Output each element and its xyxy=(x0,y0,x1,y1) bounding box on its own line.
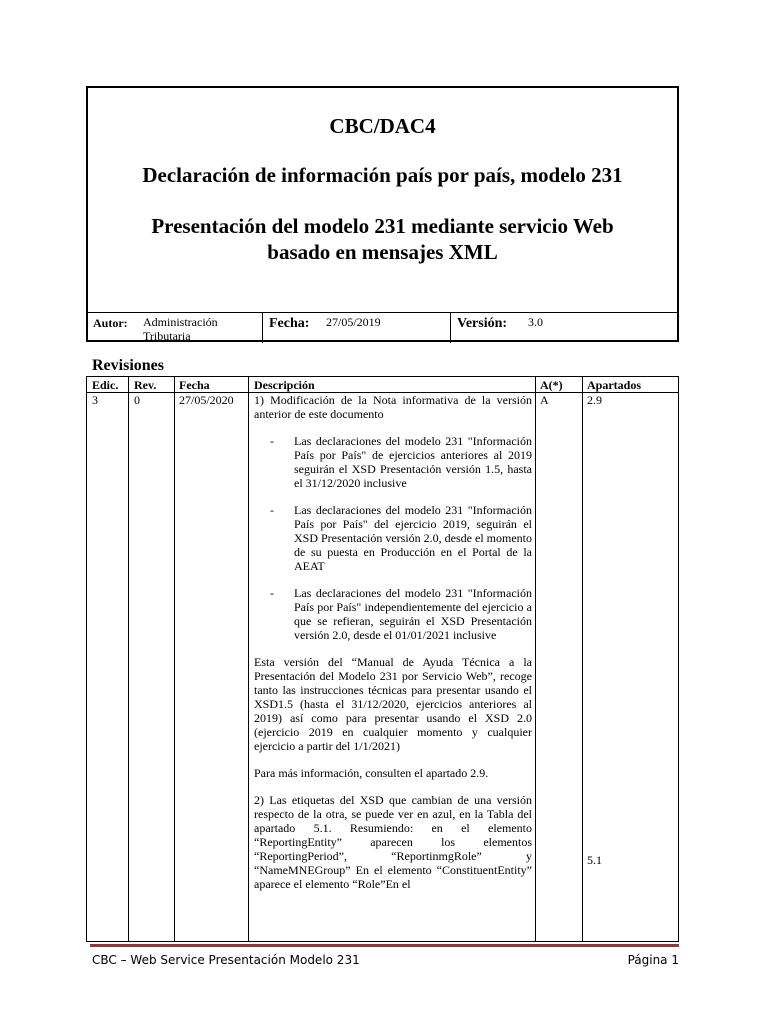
fecha-cell xyxy=(262,313,451,343)
list-item-text: Las declaraciones del modelo 231 "Información País por País" del ejercicio 2019, seguirán el XSD Presentación versión 2.0, desde el momento de su puesta en Producción en el Portal de la AEAT xyxy=(294,503,532,573)
cell-descripcion xyxy=(254,393,532,904)
cell-fecha: 27/05/2020 xyxy=(179,393,234,407)
column-divider xyxy=(174,377,175,941)
column-divider xyxy=(128,377,129,941)
header-edic: Edic. xyxy=(92,378,119,392)
header-fecha: Fecha xyxy=(179,378,210,392)
header-descripcion: Descripción xyxy=(254,378,315,392)
footer-page-number: Página 1 xyxy=(627,953,679,967)
autor-value-line-1: Administración xyxy=(143,315,218,329)
footer-document-title: CBC – Web Service Presentación Modelo 231 xyxy=(92,953,360,967)
cell-apartado-1: 2.9 xyxy=(587,393,602,407)
column-divider xyxy=(535,377,536,941)
document-heading-line-2: basado en mensajes XML xyxy=(267,240,498,264)
document-heading xyxy=(88,213,677,265)
cell-a: A xyxy=(540,393,549,407)
column-divider xyxy=(248,377,249,941)
list-item-text: Las declaraciones del modelo 231 "Información País por País" de ejercicios anteriores al 2019 seguirán el XSD Presentación versión 1.5, hasta el 31/12/2020 inclusive xyxy=(294,434,532,490)
bullet-dash: - xyxy=(270,503,274,517)
footer-divider xyxy=(90,944,679,947)
list-item xyxy=(254,503,532,573)
description-intro: 1) Modificación de la Nota informativa de la versión anterior de este documento xyxy=(254,393,532,421)
version-cell xyxy=(450,313,677,343)
version-value: 3.0 xyxy=(528,315,543,329)
cell-edic: 3 xyxy=(92,393,98,407)
column-divider xyxy=(582,377,583,941)
header-apartados: Apartados xyxy=(587,378,642,392)
description-paragraph: 2) Las etiquetas del XSD que cambian de una versión respecto de la otra, se puede ver en azul, en la Tabla del apartado 5.1. Resumiendo: en el elemento “ReportingEntity” aparecen los elementos “ReportingPeriod”, “ReportinmgRole” y “NameMNEGroup” En el elemento “ConstituentEntity” aparece el elemento “Role”En el xyxy=(254,793,532,891)
document-title-box xyxy=(86,86,679,342)
document-meta-row xyxy=(88,312,677,343)
header-rev: Rev. xyxy=(134,378,157,392)
fecha-value: 27/05/2019 xyxy=(326,315,381,329)
bullet-dash: - xyxy=(270,434,274,448)
description-paragraph: Esta versión del “Manual de Ayuda Técnica a la Presentación del Modelo 231 por Servicio Web”, recoge tanto las instrucciones técnicas para presentar usando el XSD1.5 (hasta el 31/12/2020, ejercicios anteriores al 2019) así como para presentar usando el XSD 2.0 (ejercicio 2019 en cualquier momento y cualquier ejercicio a partir del 1/1/2021) xyxy=(254,655,532,753)
bullet-dash: - xyxy=(270,586,274,600)
description-paragraph: Para más información, consulten el apartado 2.9. xyxy=(254,766,489,780)
revisions-table xyxy=(86,376,679,942)
autor-value-line-2: Tributaria xyxy=(143,329,191,343)
document-code: CBC/DAC4 xyxy=(329,114,436,138)
revisions-heading: Revisiones xyxy=(92,357,164,374)
header-a: A(*) xyxy=(540,378,563,392)
list-item xyxy=(254,586,532,642)
list-item-text: Las declaraciones del modelo 231 "Información País por País" independientemente del ejercicio a que se refieran, seguirán el XSD Presentación versión 2.0, desde el 01/01/2021 inclusive xyxy=(294,586,532,642)
autor-value xyxy=(143,315,218,343)
fecha-label: Fecha: xyxy=(269,316,310,331)
document-heading-line-1: Presentación del modelo 231 mediante servicio Web xyxy=(151,214,614,238)
document-subtitle: Declaración de información país por país, modelo 231 xyxy=(142,163,623,187)
list-item xyxy=(254,434,532,490)
cell-rev: 0 xyxy=(134,393,140,407)
autor-cell xyxy=(88,313,262,343)
version-label: Versión: xyxy=(457,316,508,331)
autor-label: Autor: xyxy=(93,316,128,330)
cell-apartado-2: 5.1 xyxy=(587,853,602,867)
